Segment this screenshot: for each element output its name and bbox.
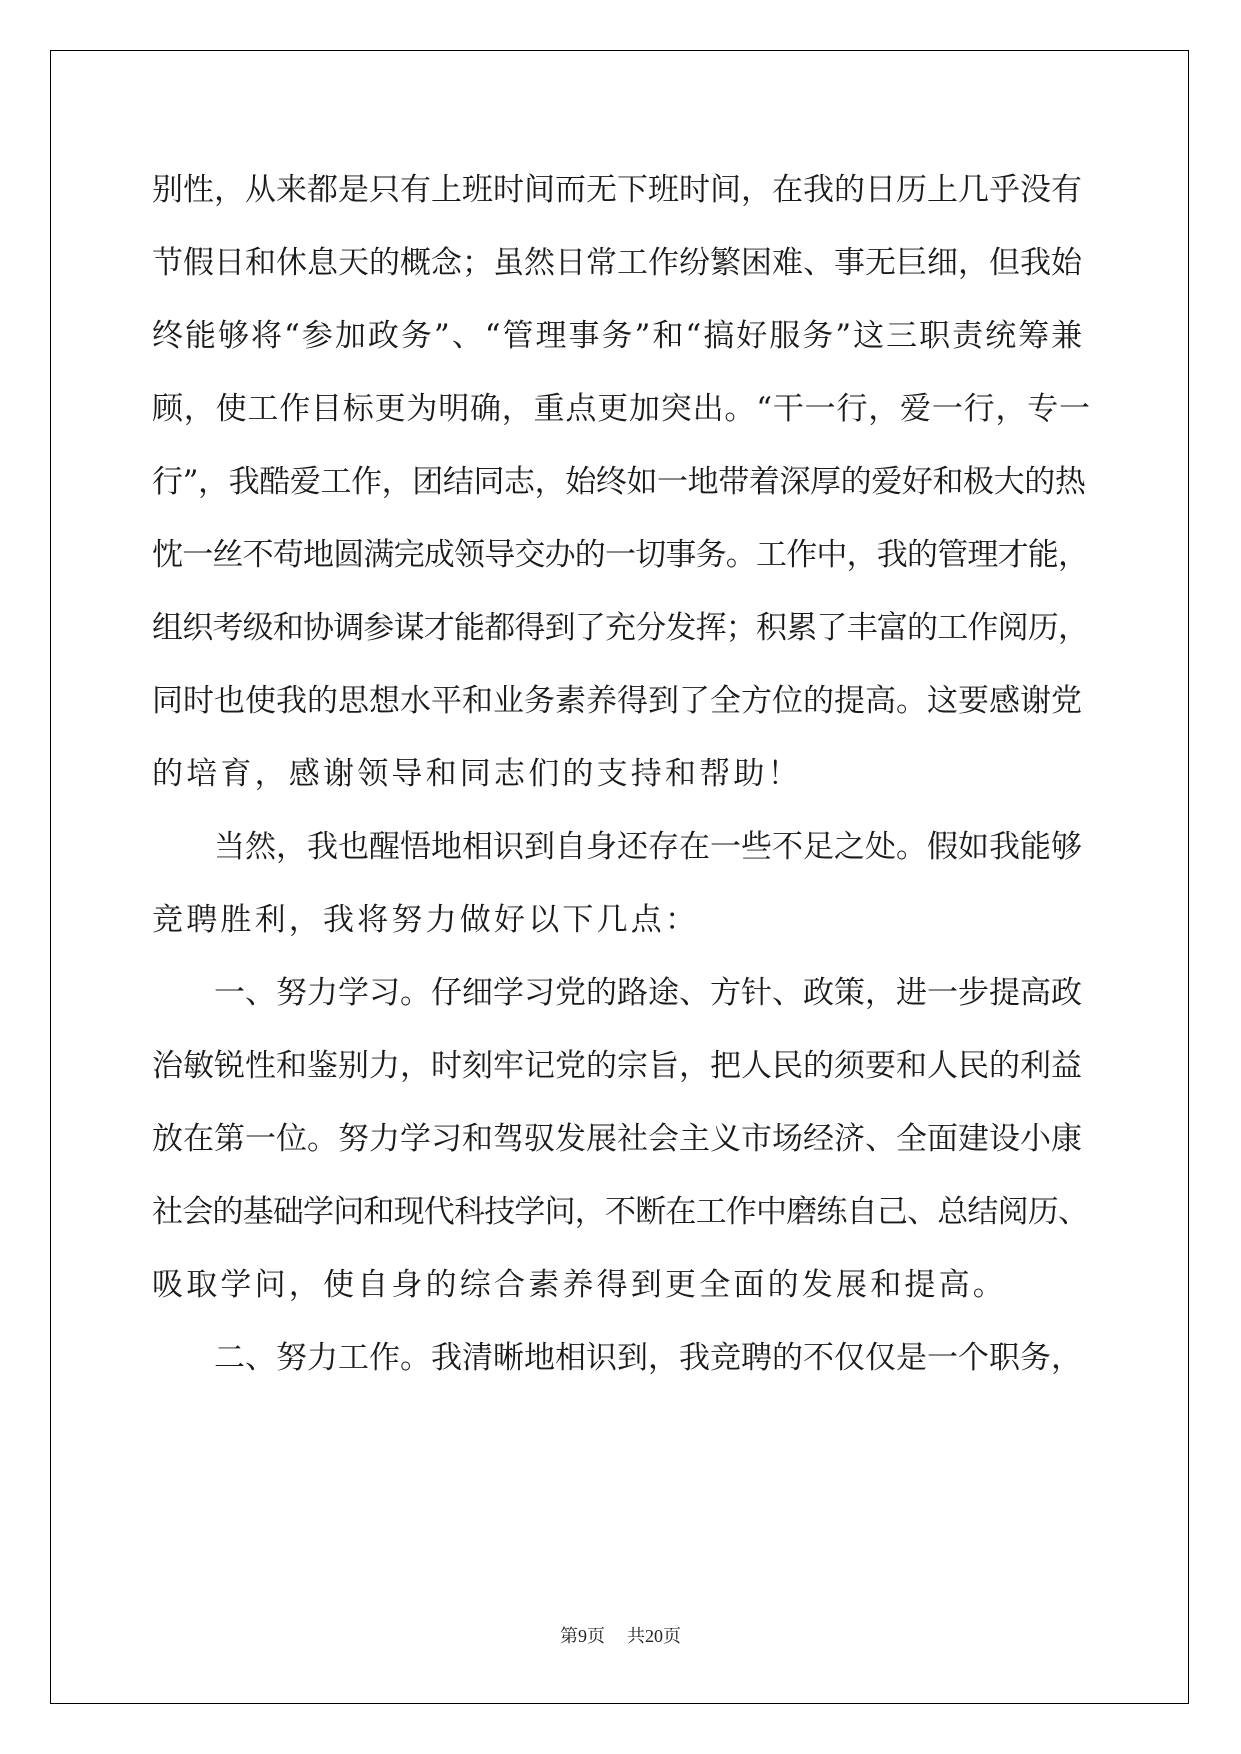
page-total: 共20页 — [627, 1626, 681, 1646]
text-line: 终能够将“参加政务”、“管理事务”和“搞好服务”这三职责统筹兼 — [152, 318, 1085, 354]
text-line: 的培育，感谢领导和同志们的支持和帮助！ — [152, 756, 802, 792]
text-line: 忱一丝不苟地圆满完成领导交办的一切事务。工作中，我的管理才能， — [152, 537, 1089, 573]
text-line: 同时也使我的思想水平和业务素养得到了全方位的提高。这要感谢党 — [152, 683, 1082, 719]
text-line: 一、努力学习。仔细学习党的路途、方针、政策，进一步提高政 — [214, 975, 1082, 1011]
page-number: 第9页 — [560, 1626, 605, 1646]
text-line: 当然，我也醒悟地相识到自身还存在一些不足之处。假如我能够 — [214, 829, 1082, 865]
page-footer — [0, 1622, 1241, 1648]
text-line: 二、努力工作。我清晰地相识到，我竞聘的不仅仅是一个职务， — [214, 1340, 1082, 1376]
text-line: 别性，从来都是只有上班时间而无下班时间，在我的日历上几乎没有 — [152, 172, 1082, 208]
text-line: 放在第一位。努力学习和驾驭发展社会主义市场经济、全面建设小康 — [152, 1121, 1082, 1157]
text-line: 吸取学问，使自身的综合素养得到更全面的发展和提高。 — [152, 1267, 1007, 1303]
document-body — [152, 163, 1092, 1404]
text-line: 社会的基础学问和现代科技学问，不断在工作中磨练自己、总结阅历、 — [152, 1194, 1089, 1230]
text-line: 行”，我酷爱工作，团结同志，始终如一地带着深厚的爱好和极大的热 — [152, 464, 1086, 500]
text-line: 竞聘胜利，我将努力做好以下几点： — [152, 902, 700, 938]
text-line: 节假日和休息天的概念；虽然日常工作纷繁困难、事无巨细，但我始 — [152, 245, 1082, 281]
text-line: 顾，使工作目标更为明确，重点更加突出。“干一行，爱一行，专一 — [152, 391, 1091, 427]
text-line: 组织考级和协调参谋才能都得到了充分发挥；积累了丰富的工作阅历， — [152, 610, 1089, 646]
text-line: 治敏锐性和鉴别力，时刻牢记党的宗旨，把人民的须要和人民的利益 — [152, 1048, 1082, 1084]
